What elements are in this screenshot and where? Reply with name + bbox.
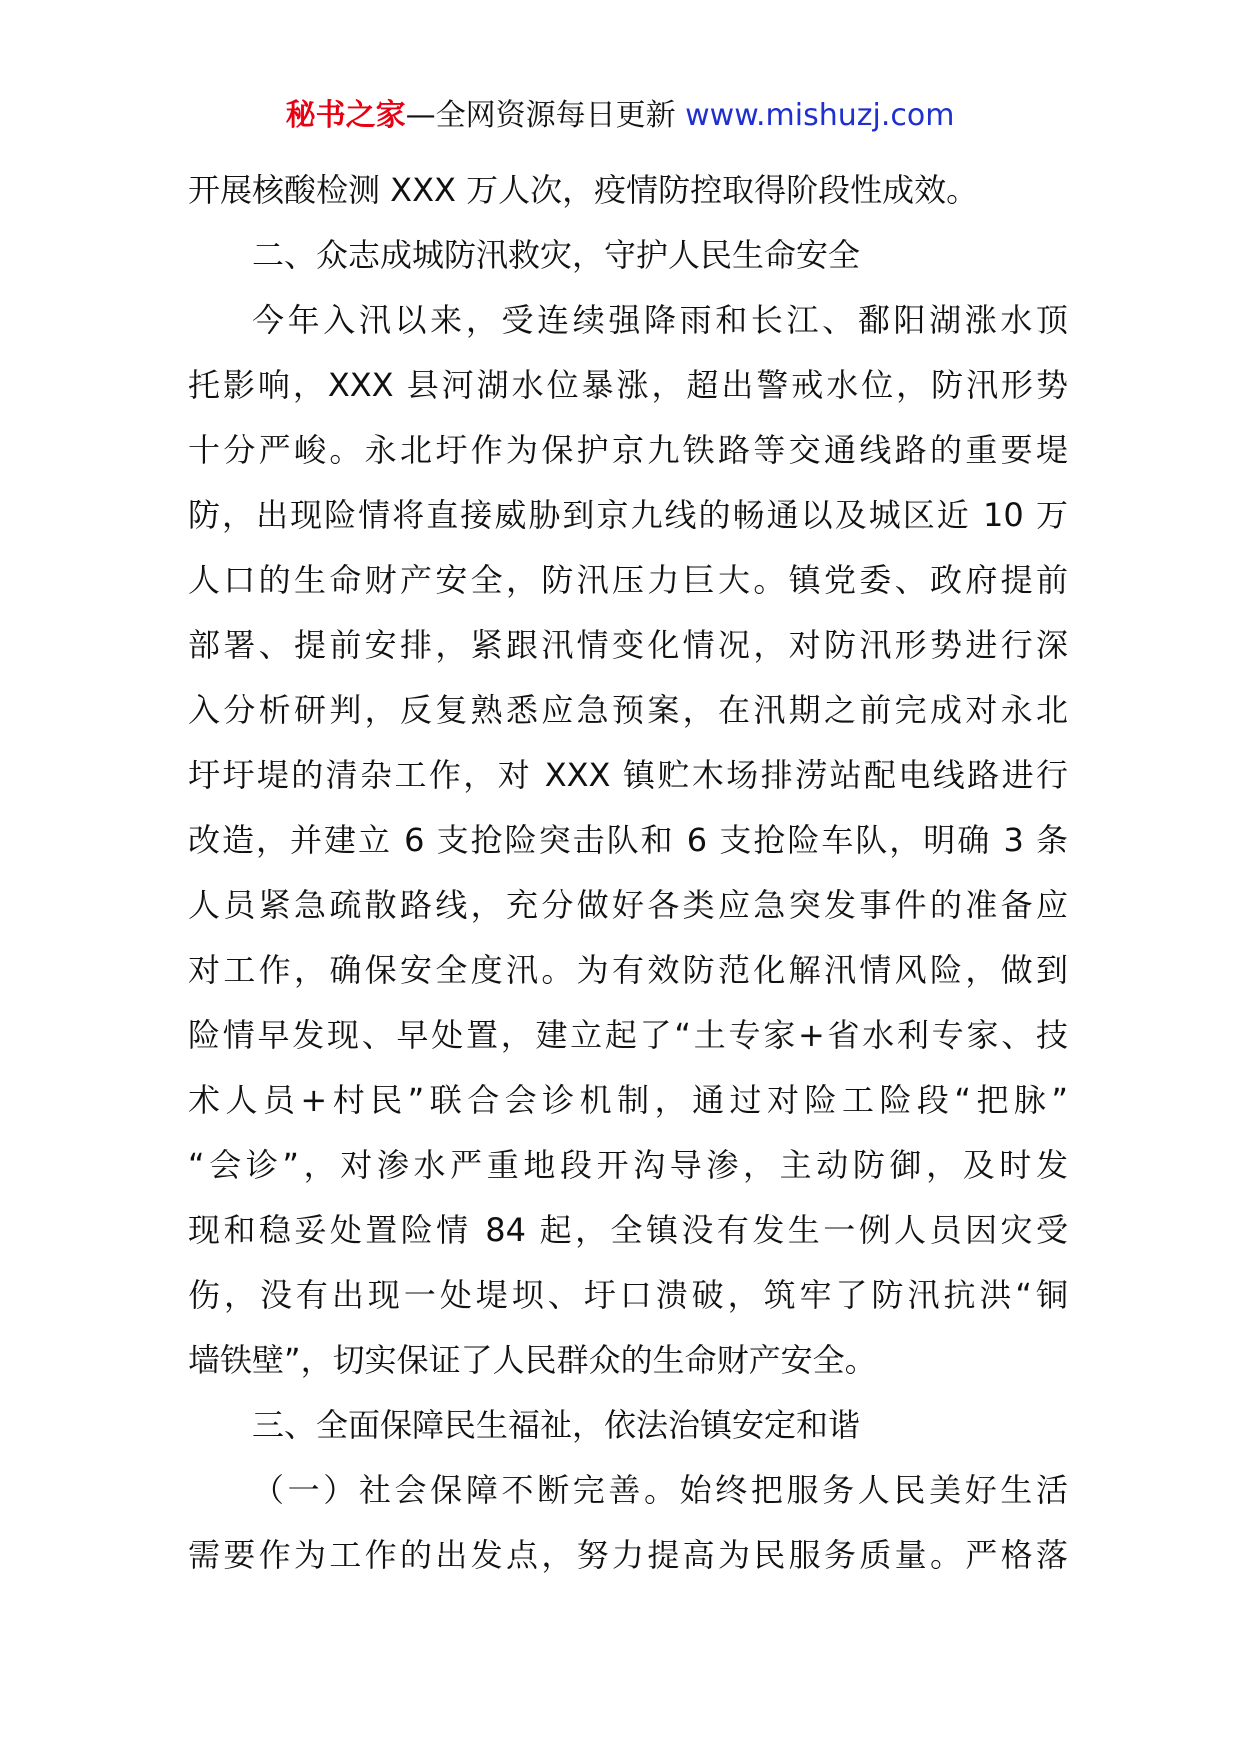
text-line: 人员紧急疏散路线，充分做好各类应急突发事件的准备应 <box>188 886 1068 924</box>
text-line: 开展核酸检测 XXX 万人次，疫情防控取得阶段性成效。 <box>188 171 979 209</box>
text-line: 部署、提前安排，紧跟汛情变化情况，对防汛形势进行深 <box>188 626 1068 664</box>
document-body <box>188 158 1068 1588</box>
text-line: 圩圩堤的清杂工作，对 XXX 镇贮木场排涝站配电线路进行 <box>188 756 1068 794</box>
section-heading: 二、众志成城防汛救灾，守护人民生命安全 <box>252 236 861 274</box>
text-line: 人口的生命财产安全，防汛压力巨大。镇党委、政府提前 <box>188 561 1068 599</box>
text-line: 入分析研判，反复熟悉应急预案，在汛期之前完成对永北 <box>188 691 1068 729</box>
text-line: 对工作，确保安全度汛。为有效防范化解汛情风险，做到 <box>188 951 1068 989</box>
text-line: 伤，没有出现一处堤坝、圩口溃破，筑牢了防汛抗洪“铜 <box>188 1276 1068 1314</box>
page-header <box>0 96 1240 136</box>
text-line: 需要作为工作的出发点，努力提高为民服务质量。严格落 <box>188 1536 1068 1574</box>
text-line: 改造，并建立 6 支抢险突击队和 6 支抢险车队，明确 3 条 <box>188 821 1068 859</box>
text-line: 术人员+村民”联合会诊机制，通过对险工险段“把脉” <box>188 1081 1068 1119</box>
website-link[interactable]: www.mishuzj.com <box>685 98 955 133</box>
brand-name: 秘书之家 <box>285 98 406 133</box>
text-line: 今年入汛以来，受连续强降雨和长江、鄱阳湖涨水顶 <box>252 301 1068 339</box>
text-line: 防，出现险情将直接威胁到京九线的畅通以及城区近 10 万 <box>188 496 1068 534</box>
text-line: 托影响，XXX 县河湖水位暴涨，超出警戒水位，防汛形势 <box>188 366 1068 404</box>
text-line: “会诊”，对渗水严重地段开沟导渗，主动防御，及时发 <box>188 1146 1068 1184</box>
text-line: 墙铁壁”，切实保证了人民群众的生命财产安全。 <box>188 1341 877 1379</box>
text-line: 险情早发现、早处置，建立起了“土专家+省水利专家、技 <box>188 1016 1068 1054</box>
header-tagline: —全网资源每日更新 <box>405 98 686 133</box>
text-line: （一）社会保障不断完善。始终把服务人民美好生活 <box>252 1471 1068 1509</box>
text-line: 现和稳妥处置险情 84 起，全镇没有发生一例人员因灾受 <box>188 1211 1068 1249</box>
section-heading: 三、全面保障民生福祉，依法治镇安定和谐 <box>252 1406 861 1444</box>
text-line: 十分严峻。永北圩作为保护京九铁路等交通线路的重要堤 <box>188 431 1068 469</box>
